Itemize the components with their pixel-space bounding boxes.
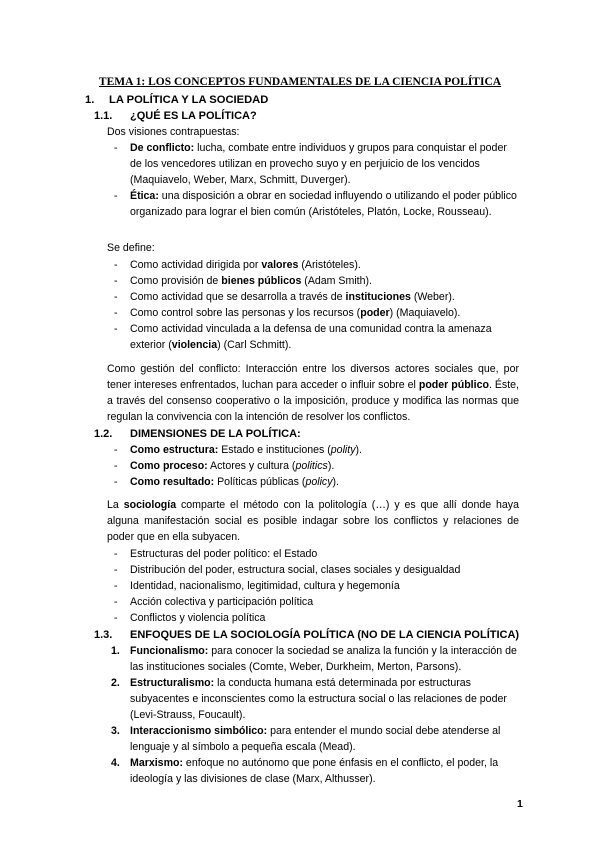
dimensions-list [114,442,520,490]
se-define-label: Se define: [107,242,155,254]
section-1-3-heading [94,627,519,643]
definitions-list [114,257,520,353]
list-item: - Distribución del poder, estructura social, clases sociales y desigualdad [114,562,520,578]
section-number: 1.3. [94,629,113,641]
list-item: 2. Estructuralismo: la conducta humana está determinada por estructuras subyacentes e inconscientes como la estructura social o las relaciones de poder (Levi-Strauss, Foucault). [111,677,507,721]
list-item: - Como actividad vinculada a la defensa de una comunidad contra la amenaza exterior (violencia) (Carl Schmitt). [114,321,520,353]
list-item: - Estructuras del poder político: el Estado [114,546,520,562]
conflict-paragraph: Como gestión del conflicto: Interacción entre los diversos actores sociales que, por tener intereses enfrentados, luchan para acceder o influir sobre el poder público. Éste, a través del consenso cooperativo o la imposición, produce y modifica las normas que regulan la convivencia con la intención de resolver los conflictos. [107,363,519,423]
list-item: 4. Marxismo: enfoque no autónomo que pone énfasis en el conflicto, el poder, la ideología y las divisiones de clase (Marx, Althusser). [111,757,499,785]
list-item: 3. Interaccionismo simbólico: para entender el mundo social debe atenderse al lenguaje y al símbolo a pequeña escala (Mead). [111,725,501,753]
section-number: 1.2. [94,428,113,440]
list-item: - Como proceso: Actores y cultura (politics). [114,458,520,474]
section-number: 1. [85,94,95,106]
section-label: DIMENSIONES DE LA POLÍTICA: [130,428,301,440]
list-item: - Como resultado: Políticas públicas (policy). [114,474,520,490]
section-1-heading [85,92,268,108]
list-item: - Como control sobre las personas y los recursos (poder) (Maquiavelo). [114,305,520,321]
list-item: 1. Funcionalismo: para conocer la sociedad se analiza la función y la interacción de las instituciones sociales (Comte, Weber, Durkheim, Merton, Parsons). [111,645,517,673]
section-number: 1.1. [94,110,113,122]
sociology-paragraph: La sociología comparte el método con la politología (…) y es que allí donde haya alguna manifestación social es posible indagar sobre los conflictos y relaciones de poder que en ella subyacen. [107,499,519,543]
page-number: 1 [517,798,523,810]
section-1-1-heading [94,108,257,124]
section-1-2-heading [94,426,301,442]
list-item: - De conflicto: lucha, combate entre individuos y grupos para conquistar el poder de los vencedores utilizan en provecho suyo y en perjuicio de los vencidos (Maquiavelo, Weber, Marx, Schmitt, Duverger). [114,140,520,188]
list-item: - Acción colectiva y participación política [114,594,520,610]
list-item: - Identidad, nacionalismo, legitimidad, cultura y hegemonía [114,578,520,594]
approaches-list [108,643,520,787]
topics-list [114,546,520,626]
list-item: - Como provisión de bienes públicos (Adam Smith). [114,273,520,289]
visions-intro: Dos visiones contrapuestas: [107,126,240,138]
list-item: - Conflictos y violencia política [114,610,520,626]
document-title: TEMA 1: LOS CONCEPTOS FUNDAMENTALES DE LA CIENCIA POLÍTICA [98,76,502,88]
list-item: - Como actividad dirigida por valores (Aristóteles). [114,257,520,273]
list-item: - Como actividad que se desarrolla a través de instituciones (Weber). [114,289,520,305]
section-label: LA POLÍTICA Y LA SOCIEDAD [109,94,269,106]
section-label: ENFOQUES DE LA SOCIOLOGÍA POLÍTICA (NO DE LA CIENCIA POLÍTICA) [130,629,520,641]
list-item: - Ética: una disposición a obrar en sociedad influyendo o utilizando el poder público organizado para lograr el bien común (Aristóteles, Platón, Locke, Rousseau). [114,188,520,220]
visions-list [114,140,520,220]
section-label: ¿QUÉ ES LA POLÍTICA? [130,110,257,122]
list-item: - Como estructura: Estado e instituciones (polity). [114,442,520,458]
